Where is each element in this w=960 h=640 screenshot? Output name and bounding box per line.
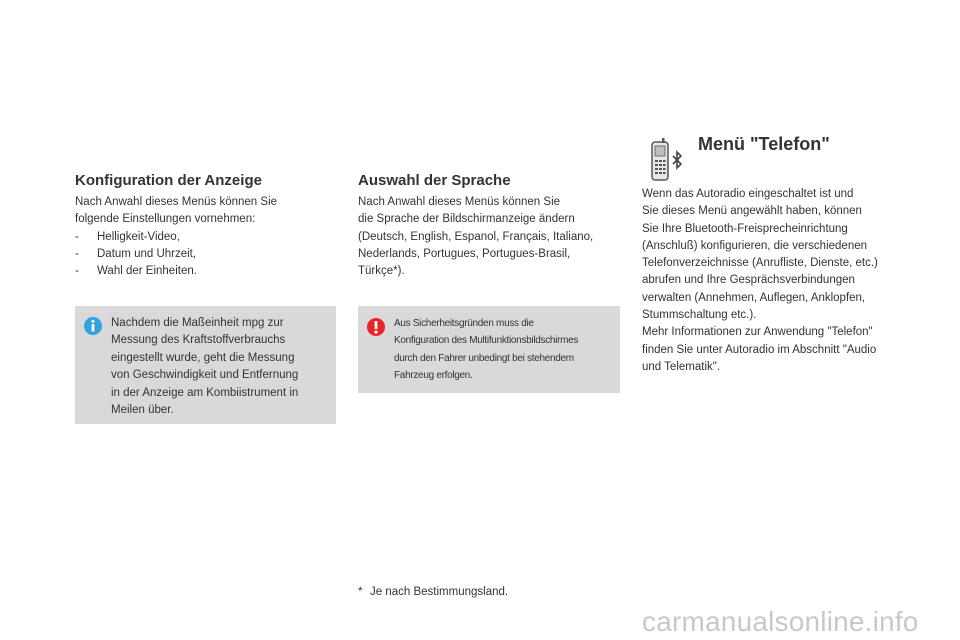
list-item [75, 263, 335, 280]
intro-line: folgende Einstellungen vornehmen: [75, 213, 256, 226]
info-line: eingestellt wurde, geht die Messung [111, 351, 295, 364]
info-line: in der Anzeige am Kombiistrument in [111, 386, 299, 399]
list-item [75, 246, 335, 263]
warning-line: durch den Fahrer unbedingt bei stehendem [394, 352, 574, 364]
info-text [111, 315, 298, 419]
info-icon [83, 316, 103, 336]
phone-line: Wenn das Autoradio eingeschaltet ist und [642, 188, 854, 200]
language-line: Türkçe*). [358, 265, 405, 278]
list-item-text: Datum und Uhrzeit, [97, 247, 197, 260]
language-line: (Deutsch, English, Espanol, Français, Italiano, [358, 230, 594, 243]
language-line: Nederlands, Portugues, Portugues-Brasil, [358, 247, 571, 260]
list-item-text: Wahl der Einheiten. [97, 265, 197, 278]
footnote-text: Je nach Bestimmungsland. [370, 586, 509, 598]
phone-line: (Anschluß) konfigurieren, die verschiedenen [642, 239, 868, 252]
list-item [75, 229, 335, 246]
info-line: Messung des Kraftstoffverbrauchs [111, 334, 286, 347]
phone-line: Sie Ihre Bluetooth-Freisprecheinrichtung [642, 222, 848, 235]
section-title-display-config: Konfiguration der Anzeige [75, 172, 262, 189]
phone-line: finden Sie unter Autoradio im Abschnitt "Audio [642, 343, 877, 356]
display-config-text [75, 194, 335, 280]
info-line: von Geschwindigkeit und Entfernung [111, 369, 299, 382]
phone-line: Mehr Informationen zur Anwendung "Telefon" [642, 326, 873, 339]
footnote [358, 586, 508, 598]
watermark: carmanualsonline.info [642, 606, 919, 637]
phone-line: Sie dieses Menü angewählt haben, können [642, 205, 862, 218]
warning-line: Fahrzeug erfolgen. [394, 370, 473, 382]
mobile-phone-bluetooth-icon [648, 138, 688, 182]
warning-line: Aus Sicherheitsgründen muss die [394, 318, 534, 329]
language-line: die Sprache der Bildschirmanzeige ändern [358, 213, 575, 226]
info-box [75, 306, 336, 424]
phone-line: Telefonverzeichnisse (Anrufliste, Dienste, etc.) [642, 257, 878, 270]
phone-line: verwalten (Annehmen, Auflegen, Anklopfen, [642, 291, 866, 304]
language-line: Nach Anwahl dieses Menüs können Sie [358, 196, 561, 208]
language-text [358, 194, 620, 280]
phone-line: abrufen und Ihre Gesprächsverbindungen [642, 274, 855, 287]
phone-text [642, 186, 912, 376]
phone-line: Stummschaltung etc.). [642, 309, 757, 322]
dash: - [75, 247, 79, 260]
info-line: Nachdem die Maßeinheit mpg zur [111, 317, 284, 329]
list-item-text: Helligkeit-Video, [97, 230, 180, 243]
info-line: Meilen über. [111, 404, 174, 417]
warning-line: Konfiguration des Multifunktionsbildschirmes [394, 335, 579, 347]
dash: - [75, 230, 79, 243]
phone-line: und Telematik". [642, 360, 721, 373]
warning-text [394, 315, 578, 385]
dash: - [75, 265, 79, 278]
warning-icon [366, 317, 386, 337]
warning-box [358, 306, 620, 393]
footnote-star: * [358, 586, 363, 598]
section-title-phone: Menü "Telefon" [698, 134, 830, 154]
section-title-language: Auswahl der Sprache [358, 172, 511, 189]
intro-line: Nach Anwahl dieses Menüs können Sie [75, 196, 278, 208]
